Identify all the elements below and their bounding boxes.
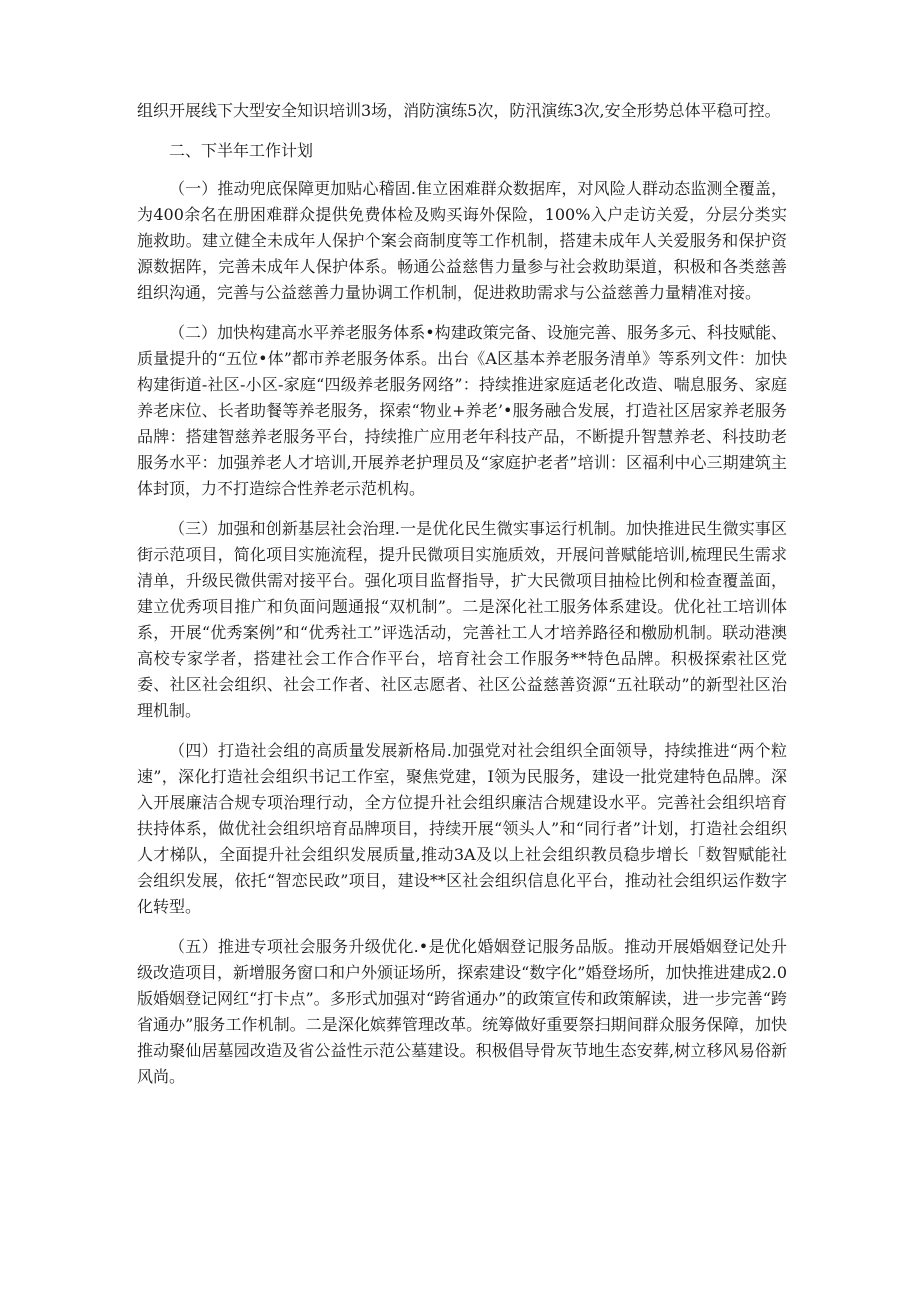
- paragraph-item-4: （四）打造社会组的高质量发展新格局.加强党对社会组织全面领导，持续推进“两个粒速”，深化打造社会组织书记工作室，聚焦党建，I领为民服务，建设一批党建特色品牌。深入开展廉洁合规专项治理行动，全方位提升社会组织廉洁合规建设水平。完善社会组织培育扶持体系，做优社会组织培育品牌项目，持续开展“领头人”和“同行者”计划，打造社会组织人才梯队，全面提升社会组织发展质量,推动3A及以上社会组织教员稳步增长「数智赋能社会组织发展，依托“智恋民政”项目，建设**区社会组织信息化平台，推动社会组织运作数字化转型。: [137, 741, 787, 916]
- section-heading: 二、下半年工作计划: [169, 141, 314, 160]
- document-body: [137, 98, 787, 1104]
- paragraph-continuation: 组织开展线下大型安全知识培训3场，消防演练5次，防汛演练3次,安全形势总体平稳可控。: [137, 101, 781, 120]
- paragraph-item-2: （二）加快构建高水平养老服务体系•构建政策完备、设施完善、服务多元、科技赋能、质量提升的“五位•体”都市养老服务体系。出台《A区基本养老服务清单》等系列文件：加快构建街道-社区-小区-家庭“四级养老服务网络”：持续推进家庭适老化改造、喘息服务、家庭养老床位、长者助餐等养老服务，探索“物业+养老’•服务融合发展，打造社区居家养老服务品牌：搭建智慈养老服务平台，持续推广应用老年科技产品，不断提升智慧养老、科技助老服务水平：加强养老人才培训,开展养老护理员及“家庭护老者”培训：区福利中心三期建筑主体封顶，力不打造综合性养老示范机构。: [137, 323, 787, 498]
- paragraph-item-1: （一）推动兜底保障更加贴心稽固.隹立困难群众数据库，对风险人群动态监测全覆盖，为400余名在册困难群众提供免费体检及购买诲外保险，100%入户走访关爱，分层分类实施救助。建立健全未成年人保护个案会商制度等工作机制，搭建未成年人关爱服务和保护资源数据阵，完善未成年人保护体系。畅通公益慈售力量参与社会救助渠道，积极和各类慈善组织沟通，完善与公益慈善力量协调工作机制，促进救助需求与公益慈善力量精准对接。: [137, 179, 787, 302]
- paragraph-item-5: （五）推进专项社会服务升级优化.•是优化婚姻登记服务品版。推动开展婚姻登记处升级改造项目，新增服务窗口和户外颁证场所，探索建设“数字化”婚登场所，加快推进建成2.0版婚姻登记网红“打卡点”。多形式加强对“跨省通办”的政策宣传和政策解读，进一步完善“跨省通办”服务工作机制。二是深化嫔葬管理改革。统筹做好重要祭扫期间群众服务保障，加快推动聚仙居墓园改造及省公益性示范公墓建设。积极倡导骨灰节地生态安葬,树立移风易俗新风尚。: [137, 937, 787, 1086]
- paragraph-item-3: （三）加强和创新基层社会治理.一是优化民生微实事运行机制。加快推进民生微实事区街示范项目，简化项目实施流程，提升民微项目实施质效，开展问普赋能培训,梳理民生需求清单，升级民微供需对接平台。强化项目监督指导，扩大民微项目抽检比例和检查覆盖面，建立优秀项目推广和负面问题通报“双机制”。二是深化社工服务体系建设。优化社工培训体系，开展“优秀案例”和“优秀社工”评选活动，完善社工人才培养路径和檄励机制。联动港澳高校专家学者，搭建社会工作合作平台，培育社会工作服务**特色品牌。积极探索社区党委、社区社会组织、社会工作者、社区志愿者、社区公益慈善资源“五社联动”的新型社区治理机制。: [137, 519, 787, 720]
